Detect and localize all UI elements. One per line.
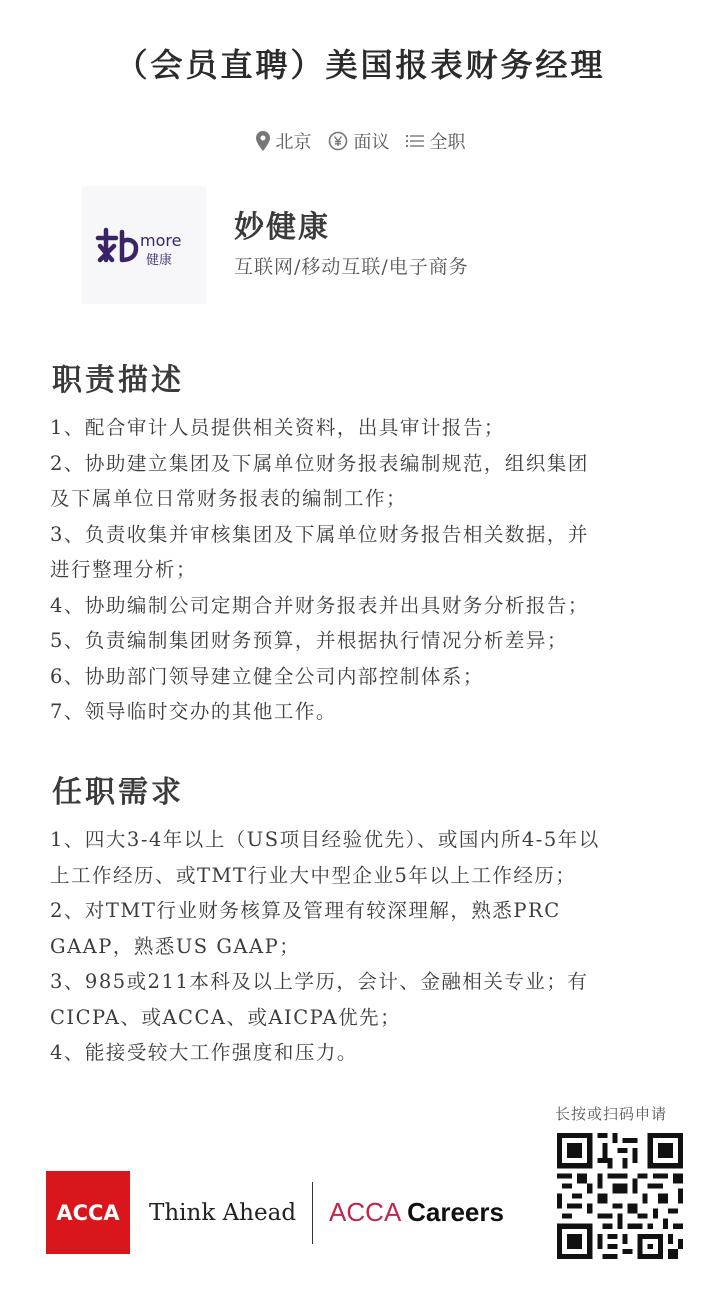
company-card: [82, 186, 642, 304]
job-meta: [0, 128, 721, 154]
qr-code[interactable]: [557, 1133, 683, 1259]
location: [256, 128, 312, 154]
list-item: 3、负责收集并审核集团及下属单位财务报告相关数据，并: [50, 522, 589, 546]
tagline: Think Ahead: [149, 1199, 297, 1226]
responsibilities-list: [50, 410, 680, 730]
list-item: GAAP，熟悉US GAAP；: [50, 934, 301, 958]
logo-more-text: more: [140, 231, 182, 250]
list-item: 上工作经历、或TMT行业大中型企业5年以上工作经历；: [50, 863, 577, 887]
list-item: 1、配合审计人员提供相关资料，出具审计报告；: [50, 416, 505, 439]
list-item: 5、负责编制集团财务预算，并根据执行情况分析差异；: [50, 629, 568, 652]
salary: [328, 128, 390, 154]
logo-sub-text: 健康: [146, 253, 173, 268]
list-item: 3、985或211本科及以上学历，会计、金融相关专业；有: [50, 970, 589, 993]
job-type: [406, 128, 466, 154]
acca-careers-logo: [329, 1197, 504, 1228]
list-item: 6、协助部门领导建立健全公司内部控制体系；: [50, 664, 484, 688]
acca-branding: [46, 1171, 504, 1254]
acca-logo: ACCA: [46, 1171, 130, 1254]
qr-code-icon: [557, 1133, 683, 1259]
yen-icon: [328, 131, 348, 151]
requirements-list: [50, 822, 680, 1071]
qr-label: 长按或扫码申请: [555, 1105, 668, 1123]
location-pin-icon: [256, 131, 270, 151]
location-text: 北京: [275, 132, 312, 153]
list-item: 2、协助建立集团及下属单位财务报表编制规范，组织集团: [50, 451, 589, 475]
careers-word-text: Careers: [407, 1197, 504, 1227]
list-item: 2、对TMT行业财务核算及管理有较深理解，熟悉PRC: [50, 899, 561, 922]
list-item: 4、协助编制公司定期合并财务报表并出具财务分析报告；: [50, 593, 589, 617]
job-type-text: 全职: [429, 132, 466, 153]
company-logo: [82, 186, 206, 304]
list-item: 1、四大3-4年以上（US项目经验优先）、或国内所4-5年以: [50, 828, 600, 851]
salary-text: 面议: [353, 132, 390, 153]
list-item: 7、领导临时交办的其他工作。: [50, 700, 337, 723]
company-name: 妙健康: [234, 210, 330, 245]
company-industry: 互联网/移动互联/电子商务: [234, 256, 469, 278]
careers-acca-text: ACCA: [329, 1197, 400, 1227]
requirements-heading: 任职需求: [52, 775, 184, 810]
list-icon: [406, 133, 424, 149]
list-item: CICPA、或ACCA、或AICPA优先；: [50, 1005, 402, 1029]
responsibilities-heading: 职责描述: [52, 363, 184, 398]
list-item: 4、能接受较大工作强度和压力。: [50, 1041, 358, 1064]
list-item: 及下属单位日常财务报表的编制工作；: [50, 487, 408, 510]
job-title: （会员直聘）美国报表财务经理: [115, 46, 606, 84]
divider: [312, 1182, 313, 1244]
list-item: 进行整理分析；: [50, 558, 198, 581]
